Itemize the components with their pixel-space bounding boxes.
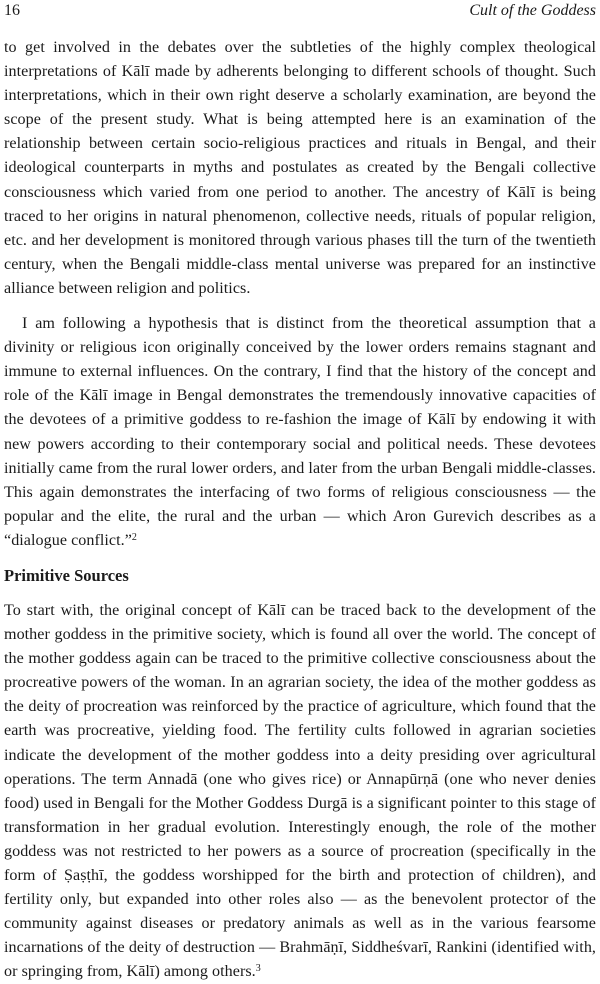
paragraph-3 [4, 599, 596, 984]
paragraph-3-text: To start with, the original concept of Kālī can be traced back to the development of the mother goddess in the primitive society, which is found all over the world. The concept of the mother goddess again can be traced to the primitive collective consciousness about the procreative powers of the woman. In an agrarian society, the idea of the mother goddess as the deity of procreation was reinforced by the practice of agriculture, which found that the earth was procreative, yielding food. The fertility cults followed in agrarian societies indicate the development of the mother goddess into a deity presiding over agricultural operations. The term Annadā (one who gives rice) or Annapūrṇā (one who never denies food) used in Bengali for the Mother Goddess Durgā is a significant pointer to this stage of transformation in her gradual evolution. Interestingly enough, the role of the mother goddess was not restricted to her powers as a source of procreation (specifically in the form of Ṣaṣṭhī, the goddess worshipped for the birth and protection of children), and fertility only, but expanded into other roles also — as the benevolent protector of the community against diseases or predatory animals as well as in the various fearsome incarnations of the deity of destruction — Brahmāṇī, Siddheśvarī, Rankini (identified with, or springing from, Kālī) among others. [4, 601, 596, 981]
page-number: 16 [4, 2, 20, 19]
paragraph-2 [4, 312, 596, 553]
running-head [4, 2, 596, 22]
footnote-marker-2[interactable]: 2 [131, 531, 137, 543]
section-heading: Primitive Sources [4, 565, 129, 585]
paragraph-1-text: to get involved in the debates over the subtleties of the highly complex theological interpretations of Kālī made by adherents belonging to different schools of thought. Such interpretations, which in their own right deserve a scholarly examination, are beyond the scope of the present study. What is being attempted here is an examination of the relationship between certain socio-religious practices and rituals in Bengal, and their ideological counterparts in myths and postulates as created by the Bengali collective consciousness which varied from one period to another. The ancestry of Kālī is being traced to her origins in natural phenomenon, collective needs, rituals of popular religion, etc. and her development is monitored through various phases till the turn of the twentieth century, when the Bengali middle-class mental universe was prepared for an instinctive alliance between religion and politics. [4, 39, 596, 297]
paragraph-spacer [4, 301, 596, 312]
paragraph-2-text: I am following a hypothesis that is distinct from the theoretical assumption that a divinity or religious icon originally conceived by the lower orders remains stagnant and immune to external influences. On the contrary, I find that the history of the concept and role of the Kālī image in Bengal demonstrates the tremendously innovative capacities of the devotees of a primitive goddess to re-fashion the image of Kālī by endowing it with new powers according to their contemporary social and political needs. These devotees initially came from the rural lower orders, and later from the urban Bengali middle-classes. This again demonstrates the interfacing of two forms of religious consciousness — the popular and the elite, the rural and the urban — which Aron Gurevich describes as a “dialogue conflict.” [4, 315, 596, 549]
page-body [4, 36, 596, 984]
running-title: Cult of the Goddess [469, 2, 596, 19]
footnote-marker-3[interactable]: 3 [255, 963, 261, 975]
paragraph-1 [4, 36, 596, 301]
